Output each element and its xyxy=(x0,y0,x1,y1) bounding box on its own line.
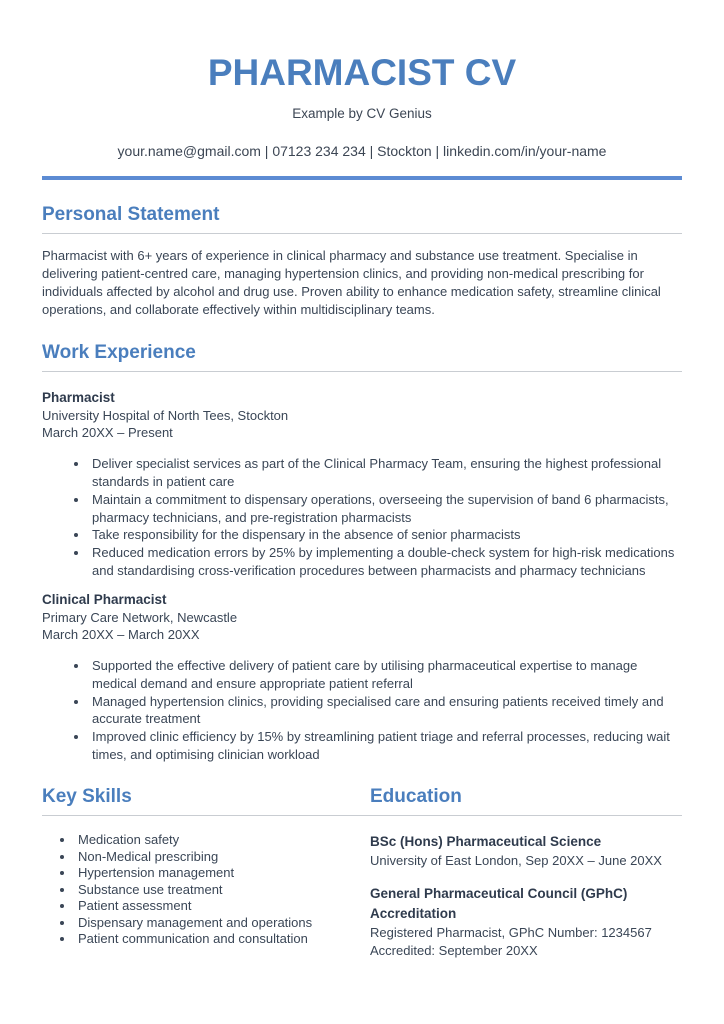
job-dates: March 20XX – Present xyxy=(42,425,173,441)
job-bullet: • Deliver specialist services as part of the Clinical Pharmacy Team, ensuring the highest professional standards in patient care xyxy=(89,455,682,490)
skill-item: • Medication safety xyxy=(75,832,370,849)
contact-line: your.name@gmail.com | 07123 234 234 | Stockton | linkedin.com/in/your-name xyxy=(117,142,607,159)
personal-statement-text: Pharmacist with 6+ years of experience in clinical pharmacy and substance use treatment. Specialise in delivering patient-centred care, managing hypertension clinics, and providing non-medical prescribing for individuals affected by alcohol and drug use. Proven ability to enhance medication safety, streamline clinical operations, and collaborate effectively within multidisciplinary teams. xyxy=(42,247,661,317)
section-personal-statement xyxy=(42,205,682,319)
job-bullet: • Maintain a commitment to dispensary operations, overseeing the supervision of band 6 pharmacists, pharmacy technicians, and pre-registration pharmacists xyxy=(89,491,682,526)
personal-statement-heading: Personal Statement xyxy=(42,205,682,234)
job-bullet: • Take responsibility for the dispensary in the absence of senior pharmacists xyxy=(89,526,682,544)
education-column xyxy=(370,816,682,960)
skill-item: • Substance use treatment xyxy=(75,882,370,899)
header-divider xyxy=(42,176,682,180)
skill-item: • Patient assessment xyxy=(75,898,370,915)
skill-item: • Non-Medical prescribing xyxy=(75,849,370,866)
cv-header xyxy=(42,54,682,159)
key-skills-list xyxy=(42,832,370,948)
key-skills-heading: Key Skills xyxy=(42,786,132,808)
education-entry-bsc xyxy=(370,832,682,870)
page-title: PHARMACIST CV xyxy=(207,52,517,93)
bottom-columns-body xyxy=(42,816,682,960)
job-bullet: • Reduced medication errors by 25% by implementing a double-check system for high-risk medications and standardising cross-verification procedures between pharmacists and pharmacy technicians xyxy=(89,544,682,579)
job-employer: Primary Care Network, Newcastle xyxy=(42,609,238,625)
job-bullet: • Supported the effective delivery of patient care by utilising pharmaceutical expertise to manage medical demand and ensure appropriate patient referral xyxy=(89,657,682,692)
job-bullet: • Managed hypertension clinics, providing specialised care and ensuring patients received timely and accurate treatment xyxy=(89,693,682,728)
education-heading: Education xyxy=(370,786,462,808)
education-entry-detail: Accredited: September 20XX xyxy=(370,943,538,959)
job-bullet: • Improved clinic efficiency by 15% by streamlining patient triage and referral processes, reducing wait times, and optimising clinician workload xyxy=(89,728,682,763)
education-entry-detail: University of East London, Sep 20XX – June 20XX xyxy=(370,853,662,869)
job-bullet-list xyxy=(42,455,682,579)
job-bullet-list xyxy=(42,657,682,763)
job-title: Pharmacist xyxy=(42,390,115,406)
skill-item: • Hypertension management xyxy=(75,865,370,882)
page-subtitle: Example by CV Genius xyxy=(292,105,432,121)
key-skills-column xyxy=(42,816,370,948)
job-dates: March 20XX – March 20XX xyxy=(42,627,200,643)
bottom-columns-header xyxy=(42,787,682,816)
education-entry-detail: Registered Pharmacist, GPhC Number: 1234567 xyxy=(370,925,652,941)
skill-item: • Patient communication and consultation xyxy=(75,931,370,948)
education-entry-title: General Pharmaceutical Council (GPhC) Accreditation xyxy=(370,885,628,921)
work-experience-heading: Work Experience xyxy=(42,343,682,372)
education-entry-gphc xyxy=(370,884,682,961)
job-title: Clinical Pharmacist xyxy=(42,592,167,608)
skill-item: • Dispensary management and operations xyxy=(75,915,370,932)
job-employer: University Hospital of North Tees, Stockton xyxy=(42,407,289,423)
section-work-experience xyxy=(42,343,682,763)
job-entry-pharmacist xyxy=(42,389,682,579)
education-entry-title: BSc (Hons) Pharmaceutical Science xyxy=(370,834,602,850)
job-entry-clinical-pharmacist xyxy=(42,591,682,763)
